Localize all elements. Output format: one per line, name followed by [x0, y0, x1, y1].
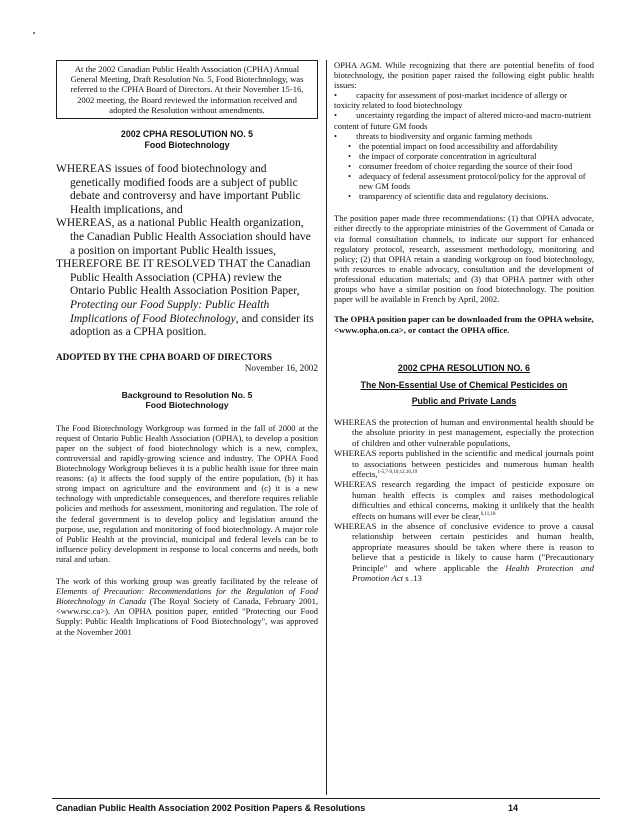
clause-text: WHEREAS reports published in the scientific and medical journals point to associations between pesticides and numerous human health effects, [334, 448, 594, 479]
issue-list [334, 141, 594, 202]
download-note: The OPHA position paper can be downloaded from the OPHA website, <www.opha.on.ca>, or contact the OPHA office. [334, 314, 594, 335]
whereas-clause: WHEREAS the protection of human and environmental health should be the absolute priority in pest management, especially the protection of children and other vulnerable populations, [334, 416, 594, 448]
resolved-text: , and consider its adoption as a CPHA position. [70, 312, 314, 339]
citation-superscript: 1-5,7-9,10,12,16,19 [377, 470, 418, 476]
scan-speck [33, 32, 35, 34]
issue-text: capacity for assessment of post-market incidence of allergy or toxicity related to food biotechnology [334, 90, 567, 111]
issue-item: • threats to biodiversity and organic farming methods [334, 130, 533, 141]
paragraph-text: The work of this working group was greatly facilitated by the release of [56, 576, 318, 587]
resolved-text: THEREFORE BE IT RESOLVED THAT the Canadian Public Health Association (CPHA) review the Ontario Public Health Association Position Paper, [56, 258, 311, 298]
background-paragraph: The Food Biotechnology Workgroup was formed in the fall of 2000 at the request of Ontario Public Health Association (OPHA), to develop a position paper on the subject of food biotechnology which is a new, complex, controversial and rapidly-growing science and industry. The OPHA Food Biotechnology Workgroup believes it is a public health issue for three main reasons: (a) it affects the food supply of the entire population, (b) it has strong impact on agriculture and the environment and (c) it is a new technology with unpredictable consequences, and therefore requires reliable policies and methods for assessment, monitoring and regulation. The role of the federal government is to develop policy and legislation around the purpose, use, regulation and monitoring of food biotechnology. A major role of Public Health at the provincial, municipal and federal levels can be to influence policy development in response to local concerns and needs, both rural and urban. [56, 422, 318, 564]
resolution-5-title: 2002 CPHA RESOLUTION NO. 5 [120, 129, 254, 140]
column-divider [326, 60, 327, 795]
subtitle-line: The Non-Essential Use of Chemical Pesticides on [360, 379, 568, 390]
issue-item: • consumer freedom of choice regarding the source of their food [348, 161, 594, 171]
clause-text: WHEREAS research regarding the impact of pesticide exposure on human health effects is complex and raises methodological difficulties and ethical concerns, making it unlikely that the health effects on humans will ever be clear, [334, 479, 594, 521]
citation-superscript: 6,11,18 [480, 511, 496, 517]
resolution-6-title: 2002 CPHA RESOLUTION NO. 6 [397, 362, 531, 373]
background-paragraph [56, 576, 318, 637]
issue-item: • the potential impact on food accessibility and affordability [348, 141, 594, 151]
whereas-clause: WHEREAS, as a national Public Health organization, the Canadian Public Health Association should have a position on important Public Health issues, [56, 217, 311, 257]
footer-rule [52, 798, 600, 799]
adopted-date: November 16, 2002 [244, 362, 318, 373]
issue-text: threats to biodiversity and organic farming methods [356, 130, 533, 141]
left-column [56, 60, 318, 637]
notice-box: At the 2002 Canadian Public Health Association (CPHA) Annual General Meeting, Draft Resolution No. 5, Food Biotechnology, was referred to the CPHA Board of Directors. At their November 15-16, 2002 meeting, the Board reviewed the information received and adopted the Resolution without amendments. [56, 60, 318, 119]
resolution-5-subtitle: Food Biotechnology [144, 140, 230, 151]
clause-text: WHEREAS in the absence of conclusive evidence to prove a causal relationship between certain pesticides and human health, appropriate measures should be taken where there is reason to believe that a pesticide is likely to cause harm ("Precautionary Principle" and where applicable the [334, 521, 594, 573]
right-column [334, 60, 594, 583]
issue-item: • the impact of corporate concentration in agricultural [348, 151, 594, 161]
resolution-6-subtitle [334, 377, 594, 409]
footer-title: Canadian Public Health Association 2002 Position Papers & Resolutions [56, 803, 366, 813]
report-title: Elements of Precaution: Recommendations for the Regulation of Food Biotechnology in Canada [56, 586, 318, 607]
clause-text: s .13 [403, 573, 422, 584]
adopted-statement: ADOPTED BY THE CPHA BOARD OF DIRECTORS [56, 351, 272, 362]
resolution-6-clauses [334, 417, 594, 584]
background-paragraph: OPHA AGM. While recognizing that there are potential benefits of food biotechnology, the position paper raised the following eight public health issues: [334, 60, 594, 91]
whereas-clause [334, 448, 594, 479]
issue-item: • adequacy of federal assessment protocol/policy for the approval of new GM foods [348, 171, 594, 191]
background-title [56, 390, 318, 411]
background-subheading: Food Biotechnology [145, 400, 229, 411]
issue-item: • capacity for assessment of post-market incidence of allergy or toxicity related to food biotechnology [334, 90, 567, 111]
issue-text: uncertainty regarding the impact of altered micro-and macro-nutrient content of future GM foods [334, 110, 591, 131]
issue-item: • transparency of scientific data and regulatory decisions. [348, 191, 594, 201]
subtitle-line: Public and Private Lands [411, 395, 517, 406]
whereas-clause [334, 521, 594, 583]
paragraph-text: (The Royal Society of Canada, February 2001, <www.rsc.ca>). An OPHA position paper, entitled "Protecting our Food Supply: Public Health Implications of Food Biotechnology", was approved at the November 2001 [56, 596, 318, 637]
recommendations-paragraph: The position paper made three recommendations: (1) that OPHA advocate, either directly to the appropriate ministries of the Government of Canada or via formal consultation channels, to indicate our support for enhanced regulatory protocol, research, assessment methodology, monitoring and policy; (2) that OPHA retain a standing workgroup on food biotechnology, with resources to enable advocacy, consultation and the development of professional education materials; and (3) that OPHA partner with other groups who have a similar position on food biotechnology. The position paper will be available in French by April, 2002. [334, 213, 594, 305]
background-heading: Background to Resolution No. 5 [121, 389, 253, 400]
whereas-clause [334, 479, 594, 521]
page-footer [56, 803, 596, 813]
issue-item: • uncertainty regarding the impact of altered micro-and macro-nutrient content of future GM foods [334, 110, 591, 131]
paper-title: Protecting our Food Supply: Public Health Implications of Food Biotechnology [70, 298, 270, 325]
resolution-5-clauses [56, 163, 318, 340]
whereas-clause: WHEREAS issues of food biotechnology and genetically modified foods are a subject of public debate and controversy and have important Public Health implications, and [56, 163, 301, 216]
act-title: Health Protection and Promotion Act [352, 562, 595, 584]
resolved-clause [56, 258, 318, 340]
page-number: 14 [508, 803, 519, 813]
